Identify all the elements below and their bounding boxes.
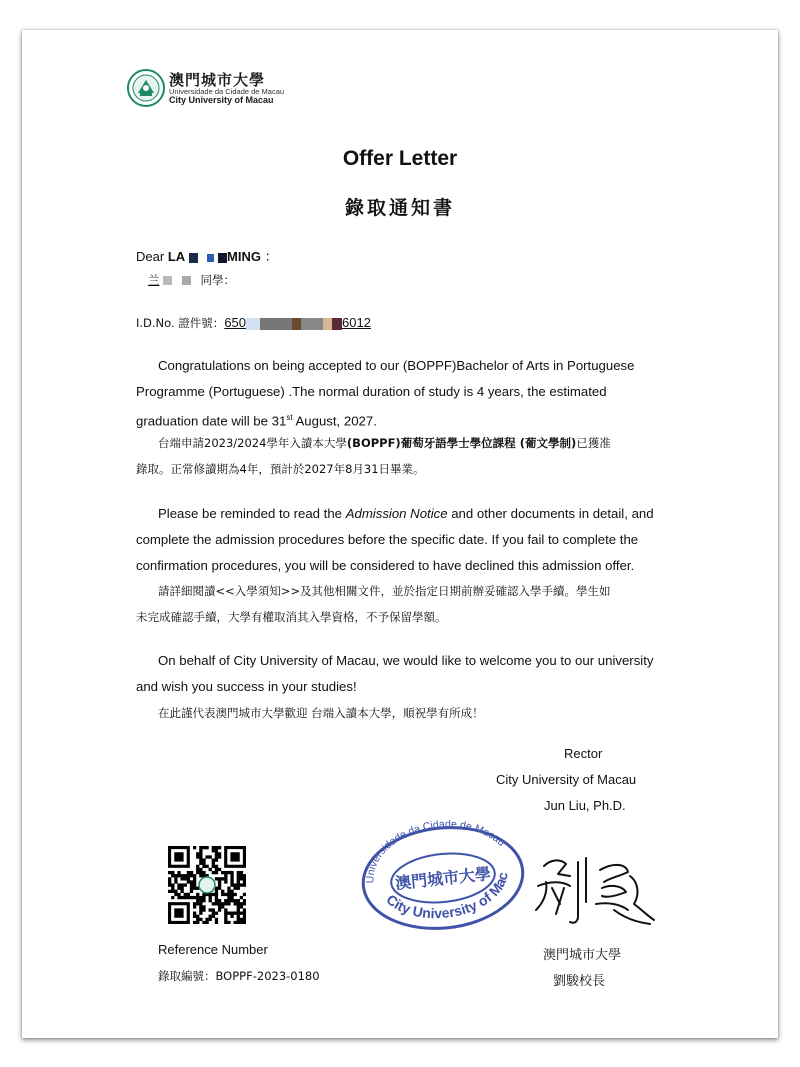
para2-zh-line2: 未完成確認手續，大學有權取消其入學資格，不予保留學額。 — [136, 610, 447, 624]
paragraph-reminder-zh — [136, 578, 611, 630]
redaction-block — [332, 318, 342, 330]
para2-line2: complete the admission procedures before the specific date. If you fail to complete the — [136, 532, 639, 547]
stamp-outer-pt: Universidade da Cidade de Macau — [364, 820, 508, 884]
redaction-block — [323, 318, 332, 330]
signoff-name: Jun Liu, Ph.D. — [544, 798, 626, 813]
redaction-block — [260, 318, 292, 330]
recipient-name-part2: MING — [227, 249, 261, 264]
id-line — [136, 315, 371, 331]
university-emblem-icon — [127, 69, 165, 107]
para1-line3-post: August, 2027. — [292, 413, 377, 429]
redaction-block — [292, 318, 301, 330]
signoff-org-zh: 澳門城市大學 — [543, 948, 622, 963]
recipient-name-zh: 兰 — [148, 273, 160, 287]
greeting-zh — [136, 272, 235, 288]
stamp-inner-zh: 澳門城市大學 — [394, 864, 492, 893]
paragraph-congratulations-zh — [136, 430, 611, 482]
paragraph-congratulations-en — [136, 353, 635, 434]
recipient-name-part1: LA — [167, 249, 186, 264]
para1-zh-line1 — [136, 430, 611, 456]
signoff-org: City University of Macau — [496, 772, 637, 787]
handwritten-signature-icon — [530, 852, 660, 932]
para3-zh-line1: 在此謹代表澳門城市大學歡迎 台端入讀本大學，順祝學有所成！ — [158, 706, 484, 720]
admission-notice-title: Admission Notice — [345, 506, 448, 521]
qr-code-icon — [168, 846, 246, 924]
signoff-name-zh: 劉駿校長 — [553, 974, 606, 989]
greeting-en — [136, 246, 278, 265]
logo-name-zh: 澳門城市大學 — [169, 71, 266, 89]
reference-number-value: 錄取編號：BOPPF-2023-0180 — [158, 969, 320, 983]
redaction-block — [301, 318, 323, 330]
greeting-colon: ： — [264, 249, 278, 264]
redaction-block — [218, 253, 227, 263]
logo-name-pt: Universidade da Cidade de Macau — [169, 87, 285, 96]
para2-zh-line1: 請詳細閱讀<<入學須知>>及其他相關文件，並於指定日期前辦妥確認入學手續。學生如 — [158, 584, 611, 598]
signoff-title: Rector — [564, 746, 603, 761]
id-label: I.D.No. 證件號： — [136, 316, 225, 330]
para1-line2: Programme (Portuguese) .The normal duration of study is 4 years, the estimated — [136, 384, 607, 399]
id-value-suffix: 6012 — [342, 315, 371, 330]
para1-zh-line1-pre: 台端申請2023/2024學年入讀本大學 — [158, 436, 347, 450]
title-zh: 錄取通知書 — [344, 197, 455, 219]
paragraph-welcome-en — [136, 648, 653, 700]
rector-signature — [530, 852, 660, 932]
para2-line1-post: and other documents in detail, and — [447, 506, 654, 521]
stamp-seal-icon — [358, 820, 528, 930]
redaction-block — [182, 276, 191, 285]
para2-line1 — [136, 501, 654, 527]
para1-line1: Congratulations on being accepted to our (BOPPF)Bachelor of Arts in Portuguese — [158, 358, 635, 373]
para3-line2: and wish you success in your studies! — [136, 679, 357, 694]
stamp-outer-en: City University of Macau — [383, 870, 511, 922]
redaction-block — [246, 318, 260, 330]
para1-line3-sup: st — [286, 413, 293, 422]
logo-name-en: City University of Macau — [169, 95, 274, 105]
university-stamp — [358, 820, 528, 930]
redaction-block — [189, 253, 198, 263]
redaction-block — [207, 254, 214, 262]
para1-zh-line2: 錄取。正常修讀期為4年，預計於2027年8月31日畢業。 — [136, 462, 425, 476]
offer-letter-page — [22, 30, 778, 1038]
para1-zh-line1-bold: (BOPPF)葡萄牙語學士學位課程 (葡文學制) — [346, 436, 577, 450]
id-value-prefix: 650 — [224, 315, 247, 330]
para1-zh-line1-post: 已獲准 — [576, 436, 611, 450]
greeting-zh-suffix: 同學： — [200, 273, 235, 287]
para2-line3: confirmation procedures, you will be considered to have declined this admission offer. — [136, 558, 635, 573]
para2-line1-pre: Please be reminded to read the — [158, 506, 346, 521]
redaction-block — [163, 276, 172, 285]
para3-line1: On behalf of City University of Macau, we would like to welcome you to our university — [158, 653, 654, 668]
university-logo — [127, 67, 287, 109]
qr-code — [168, 846, 246, 924]
reference-number-label: Reference Number — [158, 942, 268, 957]
paragraph-welcome-zh — [158, 700, 484, 726]
reference-number — [158, 968, 320, 984]
dear-label: Dear — [136, 249, 165, 264]
para1-line3-pre: graduation date will be 31 — [136, 413, 287, 429]
title-en: Offer Letter — [342, 147, 458, 170]
paragraph-reminder-en — [136, 501, 654, 579]
